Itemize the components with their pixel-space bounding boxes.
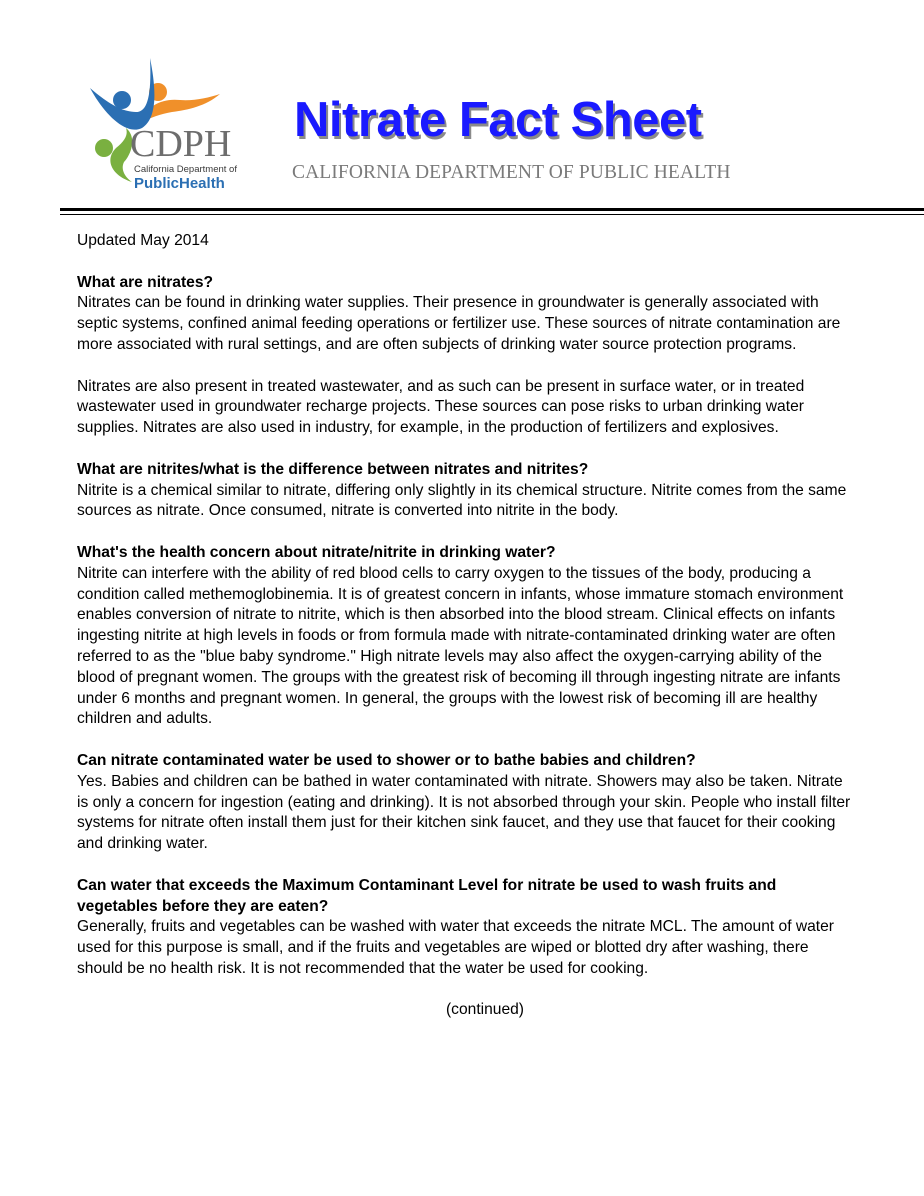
answer-paragraph: Nitrite can interfere with the ability of red blood cells to carry oxygen to the tissues of the body, producing a condition called methemoglobinemia. It is of greatest concern in infants, whose immature stomach environment enables conversion of nitrate to nitrite, which is then absorbed into the blood stream. Clinical effects on infants ingesting nitrite at high levels in foods or from formula made with nitrate-contaminated drinking water are often referred to as the "blue baby syndrome." High nitrate levels may also affect the oxygen-carrying ability of the blood of pregnant women. The groups with the greatest risk of becoming ill through ingesting nitrate are infants under 6 months and pregnant women. In general, the groups with the lowest risk of becoming ill are healthy children and adults. bbox=[77, 564, 844, 728]
answer-paragraph: Nitrite is a chemical similar to nitrate, differing only slightly in its chemical structure. Nitrite comes from the same sources as nitrate. Once consumed, nitrate is converted into nitrite in the body. bbox=[77, 481, 847, 520]
cdph-logo bbox=[82, 48, 254, 196]
question-heading: Can nitrate contaminated water be used to shower or to bathe babies and children? bbox=[77, 751, 696, 769]
question-heading: What are nitrites/what is the difference between nitrates and nitrites? bbox=[77, 460, 589, 478]
updated-date: Updated May 2014 bbox=[77, 232, 209, 249]
page-subtitle: CALIFORNIA DEPARTMENT OF PUBLIC HEALTH bbox=[292, 162, 731, 183]
question-heading: What's the health concern about nitrate/nitrite in drinking water? bbox=[77, 543, 556, 561]
answer-paragraph: Nitrates can be found in drinking water supplies. Their presence in groundwater is generally associated with septic systems, confined animal feeding operations or fertilizer use. These sources of nitrate contamination are more associated with rural settings, and are often subjects of drinking water source protection programs. bbox=[77, 294, 841, 353]
fact-sheet-body bbox=[77, 231, 853, 1021]
logo-line2: PublicHealth bbox=[134, 175, 225, 192]
answer-paragraph: Yes. Babies and children can be bathed in water contaminated with nitrate. Showers may also be taken. Nitrate is only a concern for ingestion (eating and drinking). It is not absorbed through your skin. People who install filter systems for nitrate often install them just for their kitchen sink faucet, and they use that faucet for their cooking and drinking water. bbox=[77, 772, 851, 853]
section-shower-bathe bbox=[77, 751, 853, 855]
question-heading: Can water that exceeds the Maximum Contaminant Level for nitrate be used to wash fruits and vegetables before they are eaten? bbox=[77, 876, 777, 915]
section-health-concern bbox=[77, 543, 853, 730]
section-what-are-nitrates bbox=[77, 273, 853, 439]
continued-note: (continued) bbox=[445, 1001, 524, 1019]
section-wash-fruits bbox=[77, 876, 853, 980]
answer-paragraph: Generally, fruits and vegetables can be washed with water that exceeds the nitrate MCL. The amount of water used for this purpose is small, and if the fruits and vegetables are wiped or blotted dry after washing, there should be no health risk. It is not recommended that the water be used for cooking. bbox=[77, 918, 834, 977]
section-nitrites-difference bbox=[77, 460, 853, 522]
cdph-logo-graphic bbox=[82, 48, 254, 196]
question-heading: What are nitrates? bbox=[77, 273, 214, 291]
page-title: Nitrate Fact Sheet bbox=[294, 93, 702, 147]
logo-green-body bbox=[110, 128, 132, 182]
logo-green-head bbox=[95, 139, 113, 157]
logo-line1: California Department of bbox=[134, 164, 237, 175]
header-divider-thick bbox=[60, 208, 924, 211]
header-divider-thin bbox=[60, 214, 924, 215]
logo-abbreviation: CDPH bbox=[130, 123, 232, 165]
answer-paragraph: Nitrates are also present in treated wastewater, and as such can be present in surface water, or in treated wastewater used in groundwater recharge projects. These sources can pose risks to urban drinking water supplies. Nitrates are also used in industry, for example, in the production of fertilizers and explosives. bbox=[77, 377, 805, 437]
logo-blue-head bbox=[113, 91, 131, 109]
